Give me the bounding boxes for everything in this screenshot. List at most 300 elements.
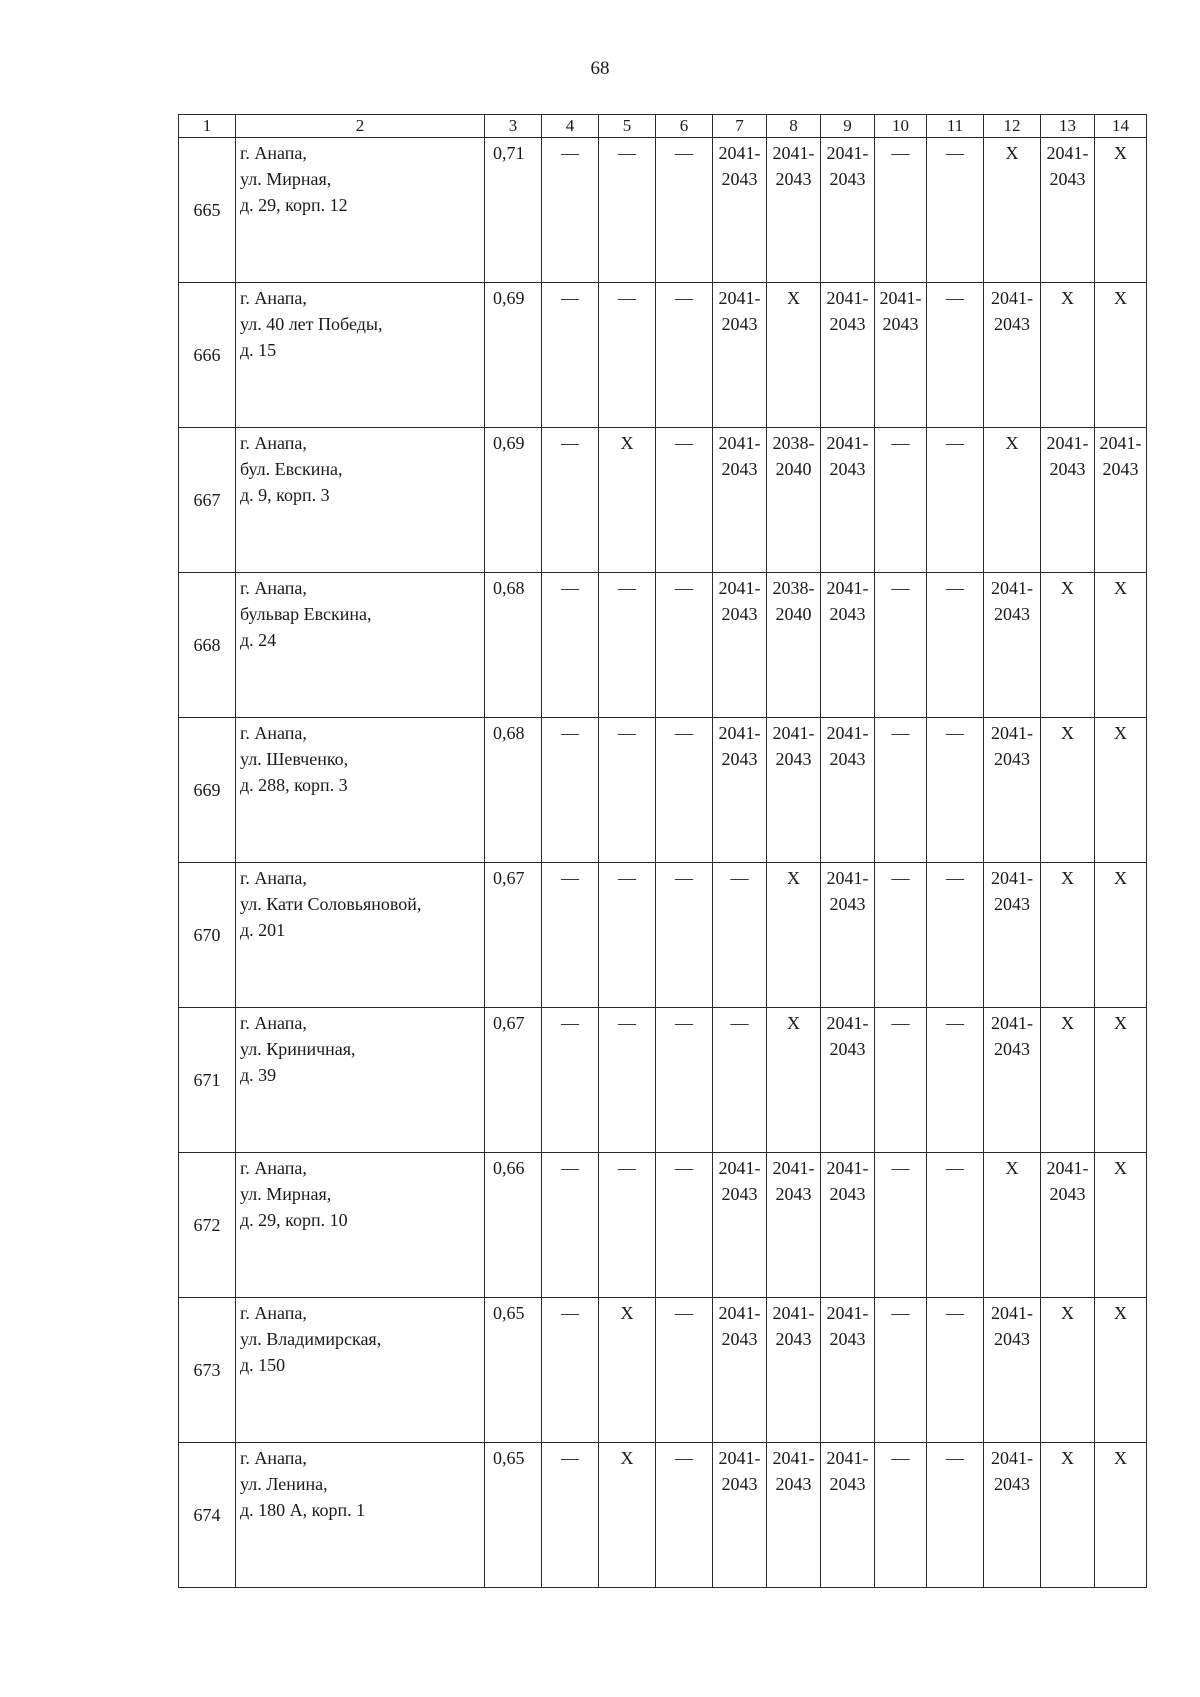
- data-cell-col-9: [821, 1153, 875, 1298]
- data-cell-col-4: [542, 1443, 599, 1588]
- cell-text: 2041- 2043: [991, 723, 1033, 769]
- cell-text: —: [561, 143, 579, 163]
- data-cell-col-11: [927, 428, 984, 573]
- data-cell-col-4: [542, 283, 599, 428]
- data-cell-col-5: [599, 573, 656, 718]
- address-line: д. 201: [240, 920, 286, 940]
- address-line: ул. Шевченко,: [240, 749, 349, 769]
- row-number: 674: [179, 1443, 236, 1588]
- cell-text: —: [675, 723, 693, 743]
- address-line: г. Анапа,: [240, 1158, 307, 1178]
- address-line: бул. Евскина,: [240, 459, 343, 479]
- cell-text: —: [618, 868, 636, 888]
- cell-text: —: [891, 578, 910, 598]
- row-number: 667: [179, 428, 236, 573]
- data-cell-col-4: [542, 428, 599, 573]
- cell-text: —: [946, 578, 964, 598]
- cell-text: 2038- 2040: [772, 433, 815, 479]
- address-line: бульвар Евскина,: [240, 604, 372, 624]
- data-cell-col-4: [542, 138, 599, 283]
- column-header-4: 4: [542, 115, 599, 138]
- cell-text: 2041- 2043: [718, 1448, 761, 1494]
- data-cell-col-12: [984, 1298, 1041, 1443]
- data-cell-col-6: [656, 718, 713, 863]
- cell-text: 2041- 2043: [718, 578, 761, 624]
- data-cell-col-14: [1095, 138, 1147, 283]
- data-cell-col-13: [1041, 1443, 1095, 1588]
- column-header-8: 8: [767, 115, 821, 138]
- cell-text: —: [675, 1448, 693, 1468]
- table-row: [179, 138, 1147, 283]
- data-cell-col-5: [599, 1008, 656, 1153]
- data-cell-col-7: [713, 1443, 767, 1588]
- data-cell-col-5: [599, 718, 656, 863]
- data-cell-col-14: [1095, 573, 1147, 718]
- cell-text: —: [730, 1013, 749, 1033]
- cell-text: 2038- 2040: [772, 578, 815, 624]
- cell-text: —: [561, 1303, 579, 1323]
- table-body: [179, 138, 1147, 1588]
- cell-text: —: [618, 143, 636, 163]
- data-cell-col-5: [599, 863, 656, 1008]
- data-cell-col-4: [542, 718, 599, 863]
- cell-text: —: [561, 868, 579, 888]
- cell-text: 2041- 2043: [1099, 433, 1142, 479]
- table-row: [179, 1443, 1147, 1588]
- cell-text: 2041- 2043: [718, 1158, 761, 1204]
- data-cell-col-13: [1041, 138, 1095, 283]
- data-cell-col-14: [1095, 1153, 1147, 1298]
- address-cell: [236, 863, 485, 1008]
- value-cell: 0,71: [485, 138, 542, 283]
- cell-text: —: [891, 868, 910, 888]
- data-cell-col-13: [1041, 718, 1095, 863]
- cell-text: 2041- 2043: [718, 433, 761, 479]
- cell-text: —: [675, 143, 693, 163]
- cell-text: 2041- 2043: [826, 433, 869, 479]
- cell-text: —: [561, 433, 579, 453]
- cell-text: —: [561, 723, 579, 743]
- address-line: г. Анапа,: [240, 723, 307, 743]
- header-row: [179, 115, 1147, 138]
- cell-text: X: [1114, 723, 1127, 743]
- table-row: [179, 718, 1147, 863]
- cell-text: —: [561, 578, 579, 598]
- cell-text: 2041- 2043: [718, 1303, 761, 1349]
- cell-text: X: [1114, 1158, 1127, 1178]
- cell-text: —: [891, 433, 910, 453]
- cell-text: —: [675, 433, 693, 453]
- data-cell-col-10: [875, 1008, 927, 1153]
- cell-text: —: [561, 1158, 579, 1178]
- cell-text: X: [1114, 868, 1127, 888]
- cell-text: 2041- 2043: [826, 723, 869, 769]
- row-number: 671: [179, 1008, 236, 1153]
- cell-text: —: [561, 1448, 579, 1468]
- data-cell-col-11: [927, 138, 984, 283]
- data-cell-col-7: [713, 1298, 767, 1443]
- row-number: 666: [179, 283, 236, 428]
- data-cell-col-14: [1095, 428, 1147, 573]
- cell-text: X: [787, 868, 800, 888]
- data-cell-col-14: [1095, 1008, 1147, 1153]
- data-cell-col-14: [1095, 1298, 1147, 1443]
- cell-text: 2041- 2043: [991, 1448, 1033, 1494]
- cell-text: —: [618, 723, 636, 743]
- cell-text: —: [946, 1448, 964, 1468]
- cell-text: —: [946, 1158, 964, 1178]
- data-cell-col-10: [875, 863, 927, 1008]
- data-cell-col-7: [713, 138, 767, 283]
- address-cell: [236, 138, 485, 283]
- data-cell-col-10: [875, 718, 927, 863]
- address-line: г. Анапа,: [240, 578, 307, 598]
- data-cell-col-8: [767, 428, 821, 573]
- address-line: д. 39: [240, 1065, 277, 1085]
- data-cell-col-13: [1041, 573, 1095, 718]
- data-cell-col-9: [821, 718, 875, 863]
- cell-text: X: [1114, 143, 1127, 163]
- cell-text: —: [946, 143, 964, 163]
- cell-text: 2041- 2043: [826, 143, 869, 189]
- cell-text: X: [1061, 1013, 1074, 1033]
- cell-text: 2041- 2043: [772, 143, 815, 189]
- column-header-5: 5: [599, 115, 656, 138]
- data-cell-col-12: [984, 718, 1041, 863]
- address-line: ул. Ленина,: [240, 1474, 328, 1494]
- cell-text: 2041- 2043: [718, 288, 761, 334]
- cell-text: 2041- 2043: [718, 143, 761, 189]
- cell-text: 2041- 2043: [991, 578, 1033, 624]
- cell-text: —: [891, 1303, 910, 1323]
- data-cell-col-10: [875, 1443, 927, 1588]
- cell-text: 2041- 2043: [879, 288, 922, 334]
- address-line: ул. Владимирская,: [240, 1329, 382, 1349]
- cell-text: —: [618, 288, 636, 308]
- data-cell-col-9: [821, 1298, 875, 1443]
- data-cell-col-8: [767, 138, 821, 283]
- row-number: 665: [179, 138, 236, 283]
- data-cell-col-8: [767, 283, 821, 428]
- cell-text: X: [620, 1448, 634, 1468]
- address-cell: [236, 1298, 485, 1443]
- address-line: г. Анапа,: [240, 1303, 307, 1323]
- data-cell-col-9: [821, 1443, 875, 1588]
- data-cell-col-11: [927, 1008, 984, 1153]
- data-cell-col-10: [875, 1153, 927, 1298]
- data-cell-col-14: [1095, 1443, 1147, 1588]
- cell-text: —: [561, 288, 579, 308]
- row-number: 672: [179, 1153, 236, 1298]
- data-cell-col-8: [767, 718, 821, 863]
- column-header-12: 12: [984, 115, 1041, 138]
- data-cell-col-6: [656, 1008, 713, 1153]
- data-cell-col-5: [599, 1298, 656, 1443]
- data-cell-col-10: [875, 1298, 927, 1443]
- data-cell-col-5: [599, 283, 656, 428]
- data-cell-col-12: [984, 1443, 1041, 1588]
- address-line: д. 29, корп. 10: [240, 1210, 348, 1230]
- cell-text: —: [675, 1013, 693, 1033]
- cell-text: X: [1114, 578, 1127, 598]
- value-cell: 0,66: [485, 1153, 542, 1298]
- data-cell-col-7: [713, 1153, 767, 1298]
- cell-text: —: [946, 1013, 964, 1033]
- address-cell: [236, 1153, 485, 1298]
- table-row: [179, 428, 1147, 573]
- cell-text: 2041- 2043: [991, 868, 1033, 914]
- cell-text: 2041- 2043: [991, 1303, 1033, 1349]
- address-line: ул. 40 лет Победы,: [240, 314, 383, 334]
- address-line: ул. Криничная,: [240, 1039, 356, 1059]
- address-cell: [236, 718, 485, 863]
- data-cell-col-8: [767, 1298, 821, 1443]
- cell-text: 2041- 2043: [826, 1448, 869, 1494]
- cell-text: X: [1114, 288, 1127, 308]
- cell-text: 2041- 2043: [991, 288, 1033, 334]
- cell-text: X: [1005, 433, 1019, 453]
- data-cell-col-12: [984, 138, 1041, 283]
- cell-text: X: [787, 288, 800, 308]
- value-cell: 0,65: [485, 1443, 542, 1588]
- address-cell: [236, 283, 485, 428]
- cell-text: —: [891, 1448, 910, 1468]
- data-cell-col-5: [599, 1443, 656, 1588]
- data-cell-col-6: [656, 573, 713, 718]
- cell-text: X: [1061, 1303, 1074, 1323]
- address-line: д. 288, корп. 3: [240, 775, 348, 795]
- cell-text: 2041- 2043: [1046, 433, 1089, 479]
- data-cell-col-6: [656, 1153, 713, 1298]
- data-cell-col-10: [875, 573, 927, 718]
- data-cell-col-12: [984, 573, 1041, 718]
- cell-text: X: [1005, 143, 1019, 163]
- data-cell-col-11: [927, 1298, 984, 1443]
- cell-text: —: [675, 288, 693, 308]
- address-line: г. Анапа,: [240, 868, 307, 888]
- address-line: д. 9, корп. 3: [240, 485, 330, 505]
- address-cell: [236, 573, 485, 718]
- data-cell-col-14: [1095, 718, 1147, 863]
- data-cell-col-12: [984, 1153, 1041, 1298]
- table-row: [179, 1153, 1147, 1298]
- column-header-1: 1: [179, 115, 236, 138]
- address-line: г. Анапа,: [240, 1448, 307, 1468]
- cell-text: —: [946, 1303, 964, 1323]
- data-cell-col-7: [713, 428, 767, 573]
- data-cell-col-4: [542, 863, 599, 1008]
- data-cell-col-10: [875, 138, 927, 283]
- data-cell-col-7: [713, 573, 767, 718]
- data-cell-col-9: [821, 863, 875, 1008]
- cell-text: 2041- 2043: [826, 1303, 869, 1349]
- cell-text: —: [946, 288, 964, 308]
- data-cell-col-13: [1041, 428, 1095, 573]
- address-cell: [236, 1008, 485, 1153]
- address-line: г. Анапа,: [240, 1013, 307, 1033]
- address-line: ул. Мирная,: [240, 1184, 332, 1204]
- cell-text: 2041- 2043: [772, 723, 815, 769]
- cell-text: X: [1114, 1013, 1127, 1033]
- cell-text: X: [1061, 723, 1074, 743]
- data-cell-col-13: [1041, 1298, 1095, 1443]
- cell-text: —: [946, 723, 964, 743]
- cell-text: —: [891, 143, 910, 163]
- address-line: г. Анапа,: [240, 143, 307, 163]
- data-cell-col-11: [927, 863, 984, 1008]
- column-header-6: 6: [656, 115, 713, 138]
- table-row: [179, 1298, 1147, 1443]
- data-cell-col-11: [927, 718, 984, 863]
- data-cell-col-9: [821, 283, 875, 428]
- address-line: ул. Кати Соловьяновой,: [240, 894, 422, 914]
- data-cell-col-4: [542, 573, 599, 718]
- data-cell-col-7: [713, 863, 767, 1008]
- data-cell-col-14: [1095, 283, 1147, 428]
- cell-text: 2041- 2043: [826, 578, 869, 624]
- data-cell-col-4: [542, 1008, 599, 1153]
- page-number: 68: [590, 58, 610, 79]
- data-cell-col-11: [927, 283, 984, 428]
- column-header-3: 3: [485, 115, 542, 138]
- data-cell-col-4: [542, 1298, 599, 1443]
- table-row: [179, 1008, 1147, 1153]
- table-row: [179, 863, 1147, 1008]
- value-cell: 0,68: [485, 573, 542, 718]
- row-number: 669: [179, 718, 236, 863]
- cell-text: X: [1061, 868, 1074, 888]
- cell-text: 2041- 2043: [826, 868, 869, 914]
- data-cell-col-5: [599, 138, 656, 283]
- value-cell: 0,68: [485, 718, 542, 863]
- column-header-13: 13: [1041, 115, 1095, 138]
- value-cell: 0,69: [485, 428, 542, 573]
- data-cell-col-11: [927, 573, 984, 718]
- cell-text: —: [675, 1158, 693, 1178]
- cell-text: —: [618, 1158, 636, 1178]
- cell-text: 2041- 2043: [718, 723, 761, 769]
- cell-text: —: [730, 868, 749, 888]
- cell-text: —: [675, 578, 693, 598]
- address-cell: [236, 1443, 485, 1588]
- data-cell-col-14: [1095, 863, 1147, 1008]
- cell-text: —: [675, 868, 693, 888]
- data-cell-col-6: [656, 283, 713, 428]
- cell-text: —: [618, 578, 636, 598]
- data-cell-col-7: [713, 283, 767, 428]
- cell-text: X: [1061, 288, 1074, 308]
- row-number: 670: [179, 863, 236, 1008]
- row-number: 673: [179, 1298, 236, 1443]
- column-header-10: 10: [875, 115, 927, 138]
- cell-text: 2041- 2043: [1046, 1158, 1089, 1204]
- data-cell-col-12: [984, 863, 1041, 1008]
- address-line: г. Анапа,: [240, 288, 307, 308]
- register-table: [178, 114, 1147, 1588]
- table-row: [179, 573, 1147, 718]
- cell-text: 2041- 2043: [772, 1448, 815, 1494]
- cell-text: —: [618, 1013, 636, 1033]
- data-cell-col-8: [767, 1153, 821, 1298]
- data-cell-col-8: [767, 573, 821, 718]
- cell-text: —: [946, 868, 964, 888]
- address-line: ул. Мирная,: [240, 169, 332, 189]
- address-line: г. Анапа,: [240, 433, 307, 453]
- data-cell-col-13: [1041, 863, 1095, 1008]
- data-cell-col-10: [875, 428, 927, 573]
- data-cell-col-5: [599, 1153, 656, 1298]
- value-cell: 0,69: [485, 283, 542, 428]
- data-cell-col-7: [713, 1008, 767, 1153]
- data-cell-col-9: [821, 1008, 875, 1153]
- address-line: д. 24: [240, 630, 277, 650]
- cell-text: 2041- 2043: [826, 1013, 869, 1059]
- data-cell-col-11: [927, 1443, 984, 1588]
- data-cell-col-4: [542, 1153, 599, 1298]
- table-row: [179, 283, 1147, 428]
- data-cell-col-6: [656, 1298, 713, 1443]
- data-cell-col-10: [875, 283, 927, 428]
- data-cell-col-12: [984, 1008, 1041, 1153]
- data-cell-col-6: [656, 1443, 713, 1588]
- row-number: 668: [179, 573, 236, 718]
- cell-text: X: [1061, 578, 1074, 598]
- data-cell-col-12: [984, 428, 1041, 573]
- address-cell: [236, 428, 485, 573]
- data-cell-col-13: [1041, 1008, 1095, 1153]
- value-cell: 0,67: [485, 1008, 542, 1153]
- value-cell: 0,65: [485, 1298, 542, 1443]
- cell-text: —: [891, 723, 910, 743]
- cell-text: 2041- 2043: [1046, 143, 1089, 189]
- data-cell-col-6: [656, 428, 713, 573]
- data-cell-col-9: [821, 428, 875, 573]
- cell-text: X: [787, 1013, 800, 1033]
- data-cell-col-9: [821, 138, 875, 283]
- data-cell-col-11: [927, 1153, 984, 1298]
- column-header-11: 11: [927, 115, 984, 138]
- column-header-14: 14: [1095, 115, 1147, 138]
- cell-text: 2041- 2043: [826, 288, 869, 334]
- cell-text: 2041- 2043: [772, 1158, 815, 1204]
- column-header-2: 2: [236, 115, 485, 138]
- data-cell-col-6: [656, 863, 713, 1008]
- data-cell-col-13: [1041, 283, 1095, 428]
- cell-text: X: [1005, 1158, 1019, 1178]
- address-line: д. 29, корп. 12: [240, 195, 348, 215]
- cell-text: —: [561, 1013, 579, 1033]
- data-cell-col-8: [767, 1443, 821, 1588]
- cell-text: X: [620, 1303, 634, 1323]
- cell-text: 2041- 2043: [772, 1303, 815, 1349]
- cell-text: —: [946, 433, 964, 453]
- data-cell-col-9: [821, 573, 875, 718]
- cell-text: X: [1061, 1448, 1074, 1468]
- data-cell-col-8: [767, 863, 821, 1008]
- address-line: д. 150: [240, 1355, 286, 1375]
- data-cell-col-13: [1041, 1153, 1095, 1298]
- cell-text: X: [620, 433, 634, 453]
- cell-text: —: [675, 1303, 693, 1323]
- cell-text: X: [1114, 1448, 1127, 1468]
- cell-text: X: [1114, 1303, 1127, 1323]
- cell-text: —: [891, 1158, 910, 1178]
- column-header-7: 7: [713, 115, 767, 138]
- address-line: д. 180 А, корп. 1: [240, 1500, 366, 1520]
- cell-text: —: [891, 1013, 910, 1033]
- data-cell-col-7: [713, 718, 767, 863]
- data-cell-col-12: [984, 283, 1041, 428]
